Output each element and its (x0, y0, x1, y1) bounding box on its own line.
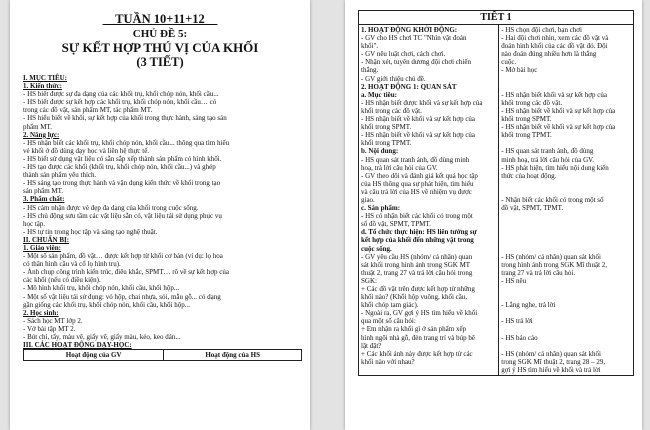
cell-line: b. Nội dung: (361, 147, 399, 156)
left-line: có thân hình cầu và cổ lọ hình trụ). (23, 260, 121, 269)
activities-table-header (23, 349, 302, 361)
cell-line: - HS nhận biết được khối và sự kết hợp của (361, 98, 483, 107)
left-line: 1. Kiến thức: (23, 82, 63, 91)
cell-line: lật đật? (361, 341, 382, 350)
left-line: - HS tạo được các khối (khối trụ, khối chóp nón, khối cầu...) và ghép (23, 163, 216, 172)
cell-line (501, 236, 631, 244)
cell-line: hình ngôi nhà gỗ, đèn trang trí và búp bê (361, 333, 475, 342)
week-heading: __TUẦN 10+11+12__ (102, 12, 218, 26)
header-hs: Hoạt động của HS (164, 350, 302, 361)
left-line: - HS chủ động sưu tầm các vật liệu sẵn có, vật liệu tái sử dụng phục vụ (23, 211, 222, 220)
topic-heading: CHỦ ĐỀ 5: (132, 28, 188, 40)
lesson-table (358, 10, 634, 376)
cell-line (501, 220, 631, 228)
gv-activity-cell (359, 25, 499, 376)
cell-line: - HS trả lời (501, 317, 533, 326)
cell-line: khối trong các đồ vật. (501, 98, 563, 107)
left-line: 3. Phẩm chất: (23, 195, 65, 204)
cell-line: qua một số câu hỏi: (361, 317, 416, 326)
cell-line: SGK: (361, 276, 377, 285)
left-body (23, 74, 302, 361)
cell-line: - HS quan sát tranh ảnh, đồ dùng (501, 147, 594, 156)
cell-line: đồ vật, SPMT, TPMT. (501, 204, 564, 213)
cell-line: - Hai đội chơi nhìn, xem các đồ vật và (501, 34, 609, 43)
left-line: gần giống các khối trụ, khối chóp nón, khối cầu, khối hộp... (23, 300, 190, 309)
left-line: - HS biết sử dụng vật liệu có sẵn sắp xếp thành sản phẩm có hình khối. (23, 154, 222, 163)
periods-heading: (3 TIẾT) (136, 55, 184, 69)
cell-line: thuật 2, trang 27 và trả lời câu hỏi trong (361, 268, 473, 277)
cell-line: d. Tổ chức thực hiện: HS liên tưởng sự (361, 228, 477, 237)
left-line: trong các đồ vật, sản phẩm MT, tác phẩm MT. (23, 106, 153, 115)
left-line: - Vở bài tập MT 2. (23, 324, 76, 333)
cell-line (501, 245, 631, 253)
left-line: - HS biết được sự đa dạng của các khối trụ, khối chóp nón, khối cầu... (23, 90, 219, 99)
cell-line (501, 139, 631, 147)
left-line: - Một số sản phẩm, đồ vật… được kết hợp từ khối cơ bản (ví dụ: lọ hoa (23, 252, 223, 261)
cell-line: minh hoạ, trả lời câu hỏi của GV. (501, 155, 595, 164)
cell-line: - Nhận xét, tuyên dương đội chơi chiến (361, 58, 471, 67)
cell-line: - HS (nhóm/ cá nhân) quan sát khối (501, 252, 601, 261)
cell-line: - HS báo cáo (501, 333, 538, 342)
cell-line: - HS nhận biết về khối và sự kết hợp của (501, 106, 616, 115)
cell-line: - Ngoài ra, GV gợi ý HS tìm hiểu về khối (361, 309, 478, 318)
cell-line: khối trong TPMT. (361, 139, 412, 148)
left-line: thành sản phẩm yêu thích. (23, 171, 97, 180)
left-line: vẻ khối ở đồ dùng dạy học và liên hệ thực tế. (23, 146, 150, 155)
left-line: 1. Giáo viên: (23, 243, 61, 252)
left-line: - HS cảm nhận được vẻ đẹp đa dạng của khối trong cuộc sống. (23, 203, 199, 212)
cell-line: giao. (361, 195, 375, 204)
right-page (345, 0, 642, 430)
left-line: - HS biết được sự kết hợp các khối trụ, khối chóp nón, khối cầu… có (23, 98, 217, 107)
cell-line (501, 293, 631, 301)
cell-line: sát khối trong hình ảnh trong SGK MT (361, 260, 471, 269)
cell-line (501, 342, 631, 350)
cell-line: gợi ý HS tìm hiểu về khối và trả lời (501, 365, 601, 374)
cell-line: nào đoán đúng nhiều hơn là thắng (501, 50, 597, 59)
cell-line: + Các khối ảnh này được kết hợp từ các (361, 349, 473, 358)
cell-line (501, 188, 631, 196)
cell-line: + Các đồ vật trên được kết hợp từ những (361, 285, 475, 293)
cell-line: - Nhận biết các khối có trong một số (501, 195, 604, 204)
left-line: các khối (nếu có điều kiện). (23, 276, 101, 285)
cell-line: - HS phát hiện, tìm hiểu nội dung kiến (501, 163, 609, 172)
cell-line: trong hình ảnh trong SGK Mĩ thuật 2, (501, 260, 608, 269)
header-gv: Hoạt động của GV (24, 350, 164, 361)
left-line: - HS hiểu biết về khối, sự kết hợp của khối trong thực hành, sáng tạo sản (23, 114, 227, 123)
cell-line: và câu trả lời của HS về nhiệm vụ được (361, 187, 472, 196)
left-line: II. CHUẨN BỊ: (23, 235, 70, 244)
left-line: - Một số vật liệu tái sử dụng: vỏ hộp, chai nhựa, sỏi, mẫu gỗ... có dạng (23, 292, 221, 301)
cell-line: - GV theo dõi và đánh giá kết quả học tập (361, 171, 478, 180)
cell-line: khối nào? (Khối hộp vuông, khối cầu, (361, 293, 468, 302)
cell-line: trang 27 và trả lời câu hỏi. (501, 268, 576, 277)
cell-line: cuộc. (501, 58, 517, 67)
left-line: I. MỤC TIÊU: (23, 74, 68, 82)
left-line: - HS nhận biết các khối trụ, khối chóp nón, khối cầu... thông qua tìm hiểu (23, 138, 230, 147)
left-line: - Bút chì, tẩy, màu vẽ, giấy vẽ, giấy màu, kéo, keo dán... (23, 333, 181, 341)
left-line: - Mô hình khối trụ, khối chóp nón, khối cầu, khối hộp... (23, 284, 180, 293)
cell-line: - HS chọn đội chơi, bạn chơi (501, 26, 582, 34)
cell-line: - HS (nhóm/ cá nhân) quan sát khối (501, 349, 601, 358)
cell-line: - HS nhận biết về khối và sự kết hợp của (361, 131, 476, 140)
cell-line: + Em nhận ra khối gì ở sản phẩm xếp (361, 325, 467, 334)
left-line: - Sách học MT lớp 2. (23, 316, 83, 325)
cell-line: khối trong các đồ vật. (361, 106, 422, 115)
left-line: 2. Năng lực: (23, 130, 60, 139)
cell-line: kết hợp của khối đến những vật trong (361, 236, 474, 245)
cell-line: thức của hoạt động. (501, 171, 557, 180)
left-line: III. CÁC HOẠT ĐỘNG DẠY-HỌC: (23, 341, 132, 350)
left-lines (23, 74, 302, 349)
cell-line: - HS có nhận biết các khối có trong một (361, 212, 473, 221)
cell-line: trong SGK Mĩ thuật 2, trang 28 – 29, (501, 357, 606, 366)
cell-line (501, 75, 631, 83)
cell-line: c. Sản phẩm: (361, 204, 401, 213)
cell-line: số đồ vật, SPMT, TPMT. (361, 220, 431, 229)
cell-line: - GV yêu cầu HS (nhóm/ cá nhân) quan (361, 252, 473, 261)
cell-line: 2. HOẠT ĐỘNG 1: QUAN SÁT (361, 82, 457, 91)
cell-line (501, 180, 631, 188)
cell-line: khối trong SPMT. (501, 115, 552, 124)
left-line: - HS sáng tạo trong thực hành và vận dụng kiến thức về khối trong tạo (23, 179, 221, 188)
cell-line: của HS thông qua sự phát hiện, tìm hiểu (361, 179, 474, 188)
cell-line (501, 212, 631, 220)
cell-line (501, 228, 631, 236)
cell-line: khối trong SPMT. (361, 123, 412, 132)
cell-line: - Mở bài học (501, 66, 538, 75)
cell-line: khối trong TPMT. (501, 131, 552, 140)
cell-line (501, 309, 631, 317)
cell-line: khối nào với nhau? (361, 357, 415, 366)
cell-line: - HS nhận biết khối và sự kết hợp của (501, 90, 607, 99)
cell-line: - HS nhận biết về khối và sự kết hợp của (361, 115, 476, 124)
left-line: sản phẩm MT. (23, 187, 64, 196)
left-line: học tập. (23, 219, 46, 228)
tiet-heading: TIẾT 1 (359, 11, 634, 25)
cell-line (501, 325, 631, 333)
title-heading: SỰ KẾT HỢP THÚ VỊ CỦA KHỐI (61, 40, 259, 55)
cell-line: - GV nêu luật chơi, cách chơi. (361, 50, 446, 59)
cell-line: 1. HOẠT ĐỘNG KHỞI ĐỘNG: (361, 26, 458, 34)
left-page (10, 0, 310, 430)
cell-line: a. Mục tiêu: (361, 90, 397, 99)
left-line: - HS tự tin trong học tập và sáng tạo nghệ thuật. (23, 227, 158, 236)
left-line: 2. Học sinh: (23, 308, 59, 317)
cell-line: - Lắng nghe, trả lời (501, 301, 556, 310)
cell-line: cuộc sống. (361, 244, 392, 253)
cell-line: hoạ, trả lời câu hỏi của GV. (361, 163, 438, 172)
cell-line: - GV cho HS chơi TC "Nhìn vật đoán (361, 34, 467, 43)
cell-line: - GV giới thiệu chủ đề. (361, 74, 426, 83)
cell-line: - HS nêu (501, 276, 527, 285)
cell-line: - HS quan sát tranh ảnh, đồ dùng minh (361, 155, 470, 164)
hs-activity-cell (499, 25, 634, 376)
cell-line: khối". (361, 42, 379, 51)
cell-line (501, 285, 631, 293)
left-line: phẩm MT. (23, 122, 53, 131)
cell-line: thắng. (361, 66, 379, 75)
cell-line (501, 83, 631, 91)
cell-line: khối chóp tam giác). (361, 301, 419, 310)
cell-line: - HS nhận biết về khối và sự kết hợp của (501, 123, 616, 132)
left-line: - Ảnh chụp công trình kiến trúc, điêu khắc, SPMT… rõ về sự kết hợp của (23, 268, 229, 277)
cell-line: đoán hình khối của các đồ vật đó. Đội (501, 42, 608, 51)
